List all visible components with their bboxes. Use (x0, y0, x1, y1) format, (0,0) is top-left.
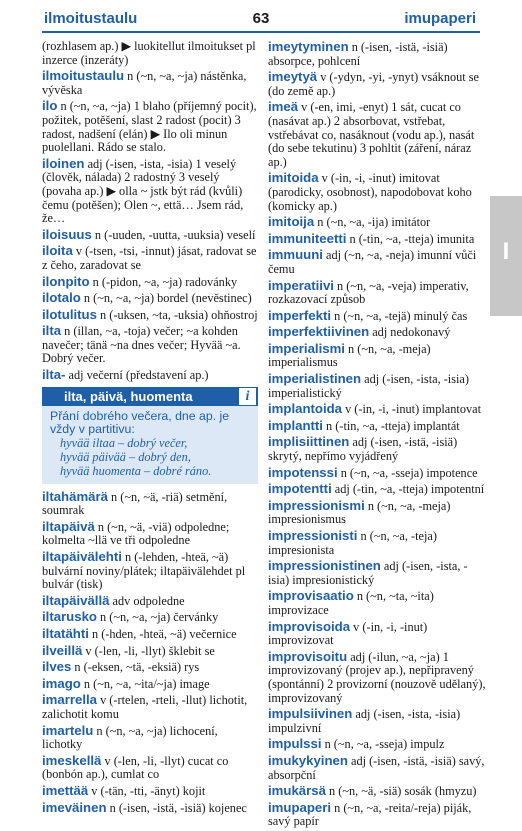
info-box-title (42, 387, 258, 406)
dictionary-entry (42, 244, 258, 272)
entry-text: iltarusko n (~n, ~a, ~ja) červánky (42, 609, 219, 625)
entry-text: ilotulitus n (-uksen, ~ta, -uksia) ohňostroj (42, 306, 258, 322)
right-running-headword: imupaperi (404, 10, 476, 27)
entry-text: ilmoitustaulu n (~n, ~a, ~ja) nástěnka, vývěska (42, 68, 247, 97)
entry-text: imago n (~n, ~a, ~ita/~ja) image (42, 675, 210, 691)
dictionary-entry (268, 402, 486, 417)
entry-text: impulsiivinen adj (-isen, -ista, -isia) impulzivní (268, 706, 461, 735)
dictionary-entry (268, 325, 486, 340)
dictionary-entry (42, 784, 258, 799)
dictionary-entry (268, 342, 486, 370)
dictionary-entry (268, 559, 486, 587)
dictionary-entry (268, 372, 486, 400)
entry-text: imeä v (-en, imi, -enyt) 1 sát, cucat co (nasávat ap.) 2 absorbovat, vstřebat, vstřebávat co, nasáknout (vodu ap.), nasát (do sebe tekutinu) 3 pohltit (záření, náraz ap.) (268, 99, 475, 169)
right-column (268, 40, 486, 831)
entry-text: imperialismi n (~n, ~a, -meja) imperialismus (268, 340, 431, 370)
info-box-example: hyvää iltaa – dobrý večer, (60, 436, 188, 451)
dictionary-entry (268, 232, 486, 247)
entry-text: imarrella v (-rtelen, -rteli, -llut) lichotit, zalichotit komu (42, 692, 248, 721)
entry-text: impressionisti n (~n, ~a, -teja) impresionista (268, 528, 437, 557)
entry-text: imperatiivi n (~n, ~a, -veja) imperativ, rozkazovací způsob (268, 277, 469, 307)
dictionary-entry (268, 737, 486, 752)
dictionary-entry (268, 419, 486, 434)
dictionary-entry (42, 40, 258, 67)
info-box-example: hyvää päivää – dobrý den, (60, 450, 191, 465)
dictionary-entry (42, 693, 258, 721)
entry-text: imartelu n (~n, ~a, ~ja) lichocení, lichotky (42, 722, 218, 752)
dictionary-entry (268, 70, 486, 98)
entry-text: iltapäivä n (~n, ~ä, -viä) odpoledne; kolmelta ~llä ve tři odpoledne (42, 518, 230, 548)
dictionary-entry (268, 620, 486, 648)
dictionary-entry (42, 324, 258, 366)
entry-text: imupaperi n (~n, ~a, -reita/-reja) piják, savý papír (268, 799, 472, 829)
dictionary-entry (42, 550, 258, 592)
dictionary-entry (268, 589, 486, 617)
page-header (0, 0, 522, 44)
entry-text: imperfekti n (~n, ~a, -tejä) minulý čas (268, 307, 468, 323)
dictionary-entry (42, 69, 258, 97)
dictionary-entry (268, 499, 486, 527)
dictionary-entry (42, 291, 258, 306)
dictionary-entry (268, 279, 486, 307)
entry-text: iloinen adj (-isen, -ista, -isia) 1 veselý (člověk, nálada) 2 radostný 3 veselý (povaha ap.) ▶ olla ~ jstk být rád (kvůli) čemu (potěšen); Olen ~, että… Jsem rád, že… (42, 155, 244, 226)
dictionary-entry (42, 368, 258, 383)
dictionary-entry (42, 490, 258, 518)
dictionary-entry (268, 707, 486, 735)
entry-text: imitoida v (-in, -i, -inut) imitovat (parodicky, osobnost), napodobovat koho (komicky ap.) (268, 170, 472, 213)
entry-text: immuniteetti n (-tin, ~a, -tteja) imunita (268, 230, 475, 246)
entry-text: iltatähti n (-hden, -hteä, ~ä) večernice (42, 625, 237, 641)
dictionary-entry (42, 677, 258, 692)
entry-text: imperialistinen adj (-isen, -ista, -isia) imperialistický (268, 371, 469, 400)
dictionary-entry (268, 215, 486, 230)
dictionary-entry (42, 520, 258, 548)
left-running-headword: ilmoitustaulu (44, 10, 138, 27)
dictionary-entry (268, 801, 486, 829)
dictionary-entry (42, 644, 258, 659)
entry-text: ilveillä v (-len, -li, -llyt) šklebit se (42, 642, 215, 658)
entry-text: impotenssi n (~n, ~a, -sseja) impotence (268, 464, 478, 480)
info-icon: i (239, 388, 256, 405)
entry-text: imeytyminen n (-isen, -istä, -isiä) absorpce, pohlcení (268, 39, 448, 68)
thumb-index-letter: I (502, 238, 510, 265)
entry-text: ilotalo n (~n, ~a, ~ja) bordel (nevěstinec) (42, 290, 252, 306)
entry-text: implisiittinen adj (-isen, -istä, -isiä) skrytý, nepřímo vyjádřený (268, 434, 458, 464)
dictionary-entry (42, 754, 258, 782)
entry-text: impotentti adj (-tin, ~a, -tteja) impotentní (268, 481, 485, 497)
entry-text: implantoida v (-in, -i, -inut) implantovat (268, 401, 481, 417)
dictionary-entry (42, 724, 258, 752)
entry-text: impressionismi n (~n, ~a, -meja) impresionismus (268, 497, 451, 527)
dictionary-entry (268, 529, 486, 557)
thumb-index-tab (490, 196, 522, 316)
dictionary-entry (42, 627, 258, 642)
left-column (42, 40, 258, 817)
dictionary-entry (268, 309, 486, 324)
info-box (42, 387, 258, 484)
entry-text: imitoija n (~n, ~a, -ija) imitátor (268, 214, 431, 230)
dictionary-entry (268, 482, 486, 497)
dictionary-entry (42, 610, 258, 625)
entry-text: iloisuus n (-uuden, -uutta, -uuksia) veselí (42, 226, 256, 242)
dictionary-entry (268, 171, 486, 213)
header-rule (42, 31, 480, 33)
entry-text: impulssi n (~n, ~a, -sseja) impulz (268, 736, 445, 752)
info-box-intro: Přání dobrého večera, dne ap. je vždy v partitivu: (50, 408, 230, 437)
dictionary-entry (268, 754, 486, 782)
info-box-body (42, 406, 258, 484)
dictionary-entry (268, 784, 486, 799)
entry-text: iltahämärä n (~n, ~ä, -riä) setmění, soumrak (42, 488, 228, 518)
entry-text: imeytyä v (-ydyn, -yi, -ynyt) vsáknout se (do země ap.) (268, 69, 480, 98)
entry-text: iltapäivällä adv odpoledne (42, 592, 185, 608)
dictionary-entry (268, 40, 486, 68)
info-box-example: hyvää huomenta – dobré ráno. (60, 463, 212, 478)
dictionary-entry (268, 435, 486, 463)
entry-text: iloita v (-tsen, -tsi, -innut) jásat, radovat se z čeho, zaradovat se (42, 243, 257, 272)
entry-text: immuuni adj (~n, ~a, -neja) imunní vůči čemu (268, 247, 477, 276)
page-number: 63 (252, 10, 270, 27)
entry-text: imeskellä v (-len, -li, -llyt) cucat co (bonbón ap.), cumlat co (42, 752, 229, 782)
dictionary-entry (268, 466, 486, 481)
entry-text: ilo n (~n, ~a, ~ja) 1 blaho (příjemný pocit), požitek, potěšení, slast 2 radost (pocit) 3 radost, nadšení (elán) ▶ Ilo oli minun puolellani. Rádo se stalo. (42, 98, 257, 155)
info-box-title-text: ilta, päivä, huomenta (64, 388, 193, 404)
entry-text: iltapäivälehti n (-lehden, -hteä, ~ä) bulvární noviny/plátek; iltapäivälehdet pl bulvár (tisk) (42, 549, 246, 592)
entry-text: imperfektiivinen adj nedokonavý (268, 324, 451, 340)
entry-text: (rozhlasem ap.) ▶ luokitellut ilmoitukset pl inzerce (inzeráty) (42, 39, 256, 67)
entry-text: ilonpito n (-pidon, ~a, ~ja) radovánky (42, 273, 238, 289)
dictionary-entry (42, 308, 258, 323)
dictionary-entry (268, 248, 486, 276)
dictionary-entry (42, 157, 258, 226)
entry-text: ilves n (-eksen, ~tä, -eksiä) rys (42, 659, 200, 675)
entry-text: improvisoida v (-in, -i, -inut) improvizovat (268, 618, 428, 648)
dictionary-entry (268, 650, 486, 705)
dictionary-entry (42, 99, 258, 154)
entry-text: implantti n (-tin, ~a, -tteja) implantát (268, 417, 460, 433)
entry-text: imeväinen n (-isen, -istä, -isiä) kojenec (42, 799, 247, 815)
dictionary-entry (42, 660, 258, 675)
entry-text: impressionistinen adj (-isen, -ista, -isia) impresionistický (268, 558, 468, 587)
entry-text: ilta n (illan, ~a, -toja) večer; ~a kohden navečer; tänä ~na dnes večer; Hyvää ~a. Dobrý večer. (42, 323, 241, 366)
entry-text: improvisaatio n (~n, ~ta, ~ita) improvizace (268, 588, 434, 617)
entry-text: imettää v (-tän, -tti, -änyt) kojit (42, 782, 206, 798)
entry-text: imukärsä n (~n, ~ä, -siä) sosák (hmyzu) (268, 783, 477, 799)
entry-text: ilta- adj večerní (představení ap.) (42, 367, 209, 383)
entry-text: imukykyinen adj (-isen, -istä, -isiä) savý, absorpční (268, 752, 485, 782)
entry-text: improvisoitu adj (-ilun, ~a, ~ja) 1 improvizovaný (projev ap.), nepřipravený (spontánní) 2 provizorní (nouzově udělaný), improvizovaný (268, 648, 486, 705)
dictionary-entry (42, 228, 258, 243)
dictionary-entry (42, 275, 258, 290)
dictionary-entry (268, 100, 486, 169)
dictionary-entry (42, 801, 258, 816)
dictionary-entry (42, 594, 258, 609)
